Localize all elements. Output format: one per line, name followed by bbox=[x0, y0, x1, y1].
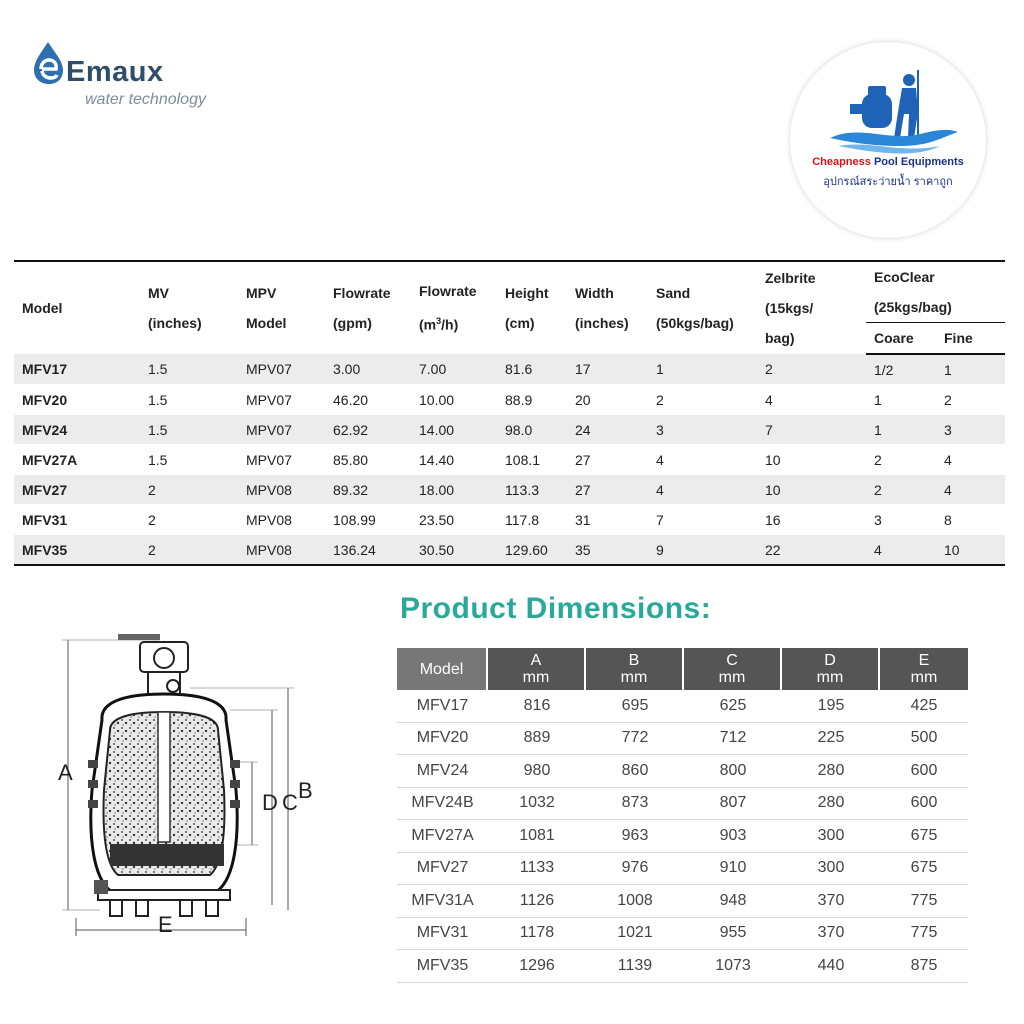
dim-cell: 860 bbox=[586, 755, 684, 788]
dim-model-cell: MFV31 bbox=[397, 918, 488, 951]
emaux-logo bbox=[30, 38, 250, 118]
dim-cell: 775 bbox=[880, 885, 968, 918]
dim-cell: 873 bbox=[586, 788, 684, 821]
brand-name: Emaux bbox=[66, 56, 164, 88]
spec-cell: 22 bbox=[757, 535, 866, 566]
dim-cell: 625 bbox=[684, 690, 782, 723]
dim-cell: 807 bbox=[684, 788, 782, 821]
dim-cell: 500 bbox=[880, 723, 968, 756]
spec-model-cell: MFV27A bbox=[14, 445, 140, 475]
spec-cell: 4 bbox=[648, 445, 757, 475]
spec-cell: 89.32 bbox=[325, 475, 411, 505]
dim-col-header: E mm bbox=[880, 648, 968, 690]
spec-cell: 27 bbox=[567, 475, 648, 505]
dim-row bbox=[397, 885, 968, 918]
spec-cell: 1 bbox=[648, 354, 757, 385]
spec-cell: MPV08 bbox=[238, 505, 325, 535]
spec-cell: 108.99 bbox=[325, 505, 411, 535]
dim-cell: 695 bbox=[586, 690, 684, 723]
spec-cell: 1 bbox=[866, 385, 936, 415]
spec-model-cell: MFV27 bbox=[14, 475, 140, 505]
shop-name-red: Cheapness bbox=[812, 156, 871, 168]
filter-diagram bbox=[40, 630, 360, 960]
dim-cell: 772 bbox=[586, 723, 684, 756]
spec-cell: 136.24 bbox=[325, 535, 411, 566]
spec-cell: 20 bbox=[567, 385, 648, 415]
dim-model-cell: MFV20 bbox=[397, 723, 488, 756]
dim-model-cell: MFV24B bbox=[397, 788, 488, 821]
dim-row bbox=[397, 755, 968, 788]
dim-cell: 1032 bbox=[488, 788, 586, 821]
spec-model-cell: MFV20 bbox=[14, 385, 140, 415]
spec-cell: 1.5 bbox=[140, 415, 238, 445]
spec-cell: 46.20 bbox=[325, 385, 411, 415]
spec-cell: MPV07 bbox=[238, 385, 325, 415]
col-header-width: Width (inches) bbox=[567, 261, 648, 354]
shop-name-blue: Pool Equipments bbox=[870, 156, 964, 168]
spec-cell: 3 bbox=[936, 415, 1005, 445]
spec-cell: 3 bbox=[866, 505, 936, 535]
spec-cell: 3 bbox=[648, 415, 757, 445]
spec-cell: 4 bbox=[757, 385, 866, 415]
spec-cell: 7.00 bbox=[411, 354, 497, 385]
spec-row bbox=[14, 354, 1005, 385]
spec-cell: 24 bbox=[567, 415, 648, 445]
spec-cell: 62.92 bbox=[325, 415, 411, 445]
spec-cell: 16 bbox=[757, 505, 866, 535]
col-header-flowrate-m3h: Flowrate $(m^3/h)$ bbox=[411, 261, 497, 354]
dim-cell: 600 bbox=[880, 788, 968, 821]
dim-cell: 980 bbox=[488, 755, 586, 788]
col-header-ecoclear: EcoClear (25kgs/bag) bbox=[866, 261, 1005, 323]
spec-cell: 4 bbox=[866, 535, 936, 566]
col-header-mpv: MPV Model bbox=[238, 261, 325, 354]
dim-col-header: D mm bbox=[782, 648, 880, 690]
col-header-model: Model bbox=[14, 261, 140, 354]
dim-model-cell: MFV27A bbox=[397, 820, 488, 853]
dim-row bbox=[397, 788, 968, 821]
shop-name bbox=[790, 156, 986, 168]
dim-cell: 370 bbox=[782, 885, 880, 918]
spec-cell: MPV07 bbox=[238, 445, 325, 475]
spec-cell: 85.80 bbox=[325, 445, 411, 475]
spec-cell: 81.6 bbox=[497, 354, 567, 385]
dim-cell: 675 bbox=[880, 853, 968, 886]
dimension-label-c: C bbox=[282, 790, 298, 815]
spec-model-cell: MFV24 bbox=[14, 415, 140, 445]
spec-cell: 2 bbox=[757, 354, 866, 385]
spec-row bbox=[14, 385, 1005, 415]
spec-cell: 14.40 bbox=[411, 445, 497, 475]
spec-cell: 1 bbox=[936, 354, 1005, 385]
dim-cell: 1126 bbox=[488, 885, 586, 918]
col-header-fine: Fine bbox=[936, 323, 1005, 355]
spec-row bbox=[14, 445, 1005, 475]
spec-cell: MPV08 bbox=[238, 475, 325, 505]
dim-cell: 875 bbox=[880, 950, 968, 983]
spec-row bbox=[14, 415, 1005, 445]
dim-model-cell: MFV31A bbox=[397, 885, 488, 918]
dim-cell: 955 bbox=[684, 918, 782, 951]
spec-cell: 2 bbox=[140, 535, 238, 566]
shop-tagline-thai: อุปกรณ์สระว่ายน้ำ ราคาถูก bbox=[823, 176, 953, 188]
spec-cell: 27 bbox=[567, 445, 648, 475]
dimension-label-a: A bbox=[58, 760, 73, 785]
dim-cell: 1008 bbox=[586, 885, 684, 918]
dim-col-header: B mm bbox=[586, 648, 684, 690]
spec-cell: 10 bbox=[936, 535, 1005, 566]
spec-cell: 14.00 bbox=[411, 415, 497, 445]
dim-cell: 1296 bbox=[488, 950, 586, 983]
dim-cell: 600 bbox=[880, 755, 968, 788]
spec-cell: 1.5 bbox=[140, 354, 238, 385]
dim-cell: 195 bbox=[782, 690, 880, 723]
dim-model-cell: MFV24 bbox=[397, 755, 488, 788]
spec-cell: MPV08 bbox=[238, 535, 325, 566]
dim-cell: 816 bbox=[488, 690, 586, 723]
spec-cell: 18.00 bbox=[411, 475, 497, 505]
dim-cell: 1178 bbox=[488, 918, 586, 951]
dim-col-header: A mm bbox=[488, 648, 586, 690]
col-header-zelbrite: Zelbrite (15kgs/ bag) bbox=[757, 261, 866, 354]
spec-row bbox=[14, 535, 1005, 566]
spec-cell: 1/2 bbox=[866, 354, 936, 385]
spec-cell: 30.50 bbox=[411, 535, 497, 566]
spec-cell: 2 bbox=[936, 385, 1005, 415]
spec-model-cell: MFV17 bbox=[14, 354, 140, 385]
spec-cell: 10 bbox=[757, 445, 866, 475]
pool-worker-icon bbox=[790, 42, 986, 238]
col-header-flowrate-gpm: Flowrate (gpm) bbox=[325, 261, 411, 354]
spec-cell: 4 bbox=[936, 445, 1005, 475]
spec-cell: 7 bbox=[757, 415, 866, 445]
dim-row bbox=[397, 950, 968, 983]
spec-cell: 129.60 bbox=[497, 535, 567, 566]
spec-cell: 17 bbox=[567, 354, 648, 385]
col-header-sand: Sand (50kgs/bag) bbox=[648, 261, 757, 354]
dim-cell: 225 bbox=[782, 723, 880, 756]
dim-col-header: Model bbox=[397, 648, 488, 690]
spec-row bbox=[14, 475, 1005, 505]
spec-model-cell: MFV31 bbox=[14, 505, 140, 535]
spec-row bbox=[14, 505, 1005, 535]
dimension-label-e: E bbox=[158, 912, 173, 937]
shop-badge bbox=[790, 42, 986, 238]
dim-cell: 800 bbox=[684, 755, 782, 788]
spec-cell: 4 bbox=[648, 475, 757, 505]
spec-cell: 2 bbox=[866, 475, 936, 505]
spec-table bbox=[14, 260, 1005, 566]
dim-cell: 976 bbox=[586, 853, 684, 886]
col-header-height: Height (cm) bbox=[497, 261, 567, 354]
dim-cell: 948 bbox=[684, 885, 782, 918]
spec-model-cell: MFV35 bbox=[14, 535, 140, 566]
brand-tagline: water technology bbox=[85, 91, 206, 108]
spec-cell: 1.5 bbox=[140, 445, 238, 475]
spec-cell: 9 bbox=[648, 535, 757, 566]
dim-cell: 1021 bbox=[586, 918, 684, 951]
spec-cell: 108.1 bbox=[497, 445, 567, 475]
dim-row bbox=[397, 918, 968, 951]
dim-cell: 712 bbox=[684, 723, 782, 756]
dimensions-table bbox=[397, 648, 968, 983]
dim-cell: 903 bbox=[684, 820, 782, 853]
spec-cell: 8 bbox=[936, 505, 1005, 535]
dimension-label-b: B bbox=[298, 778, 313, 803]
spec-cell: MPV07 bbox=[238, 354, 325, 385]
sand-filter-icon bbox=[40, 630, 360, 960]
spec-cell: 2 bbox=[648, 385, 757, 415]
spec-cell: 2 bbox=[140, 475, 238, 505]
col-header-mv: MV (inches) bbox=[140, 261, 238, 354]
spec-cell: 10.00 bbox=[411, 385, 497, 415]
dim-row bbox=[397, 853, 968, 886]
dim-cell: 280 bbox=[782, 755, 880, 788]
dim-cell: 425 bbox=[880, 690, 968, 723]
dim-cell: 300 bbox=[782, 853, 880, 886]
dim-cell: 1081 bbox=[488, 820, 586, 853]
dim-cell: 1073 bbox=[684, 950, 782, 983]
dim-cell: 370 bbox=[782, 918, 880, 951]
dim-cell: 675 bbox=[880, 820, 968, 853]
dim-cell: 1139 bbox=[586, 950, 684, 983]
dim-cell: 1133 bbox=[488, 853, 586, 886]
dim-cell: 300 bbox=[782, 820, 880, 853]
spec-cell: 113.3 bbox=[497, 475, 567, 505]
spec-cell: 98.0 bbox=[497, 415, 567, 445]
dim-col-header: C mm bbox=[684, 648, 782, 690]
spec-cell: 2 bbox=[140, 505, 238, 535]
spec-cell: 4 bbox=[936, 475, 1005, 505]
spec-cell: 23.50 bbox=[411, 505, 497, 535]
spec-cell: 7 bbox=[648, 505, 757, 535]
water-drop-icon bbox=[30, 38, 70, 88]
spec-cell: 35 bbox=[567, 535, 648, 566]
dim-cell: 963 bbox=[586, 820, 684, 853]
spec-cell: 10 bbox=[757, 475, 866, 505]
dimension-label-d: D bbox=[262, 790, 278, 815]
dim-row bbox=[397, 723, 968, 756]
dimensions-title: Product Dimensions: bbox=[400, 592, 712, 625]
spec-cell: 2 bbox=[866, 445, 936, 475]
spec-cell: 1.5 bbox=[140, 385, 238, 415]
spec-cell: MPV07 bbox=[238, 415, 325, 445]
spec-cell: 3.00 bbox=[325, 354, 411, 385]
spec-cell: 31 bbox=[567, 505, 648, 535]
dim-cell: 775 bbox=[880, 918, 968, 951]
spec-cell: 88.9 bbox=[497, 385, 567, 415]
dim-model-cell: MFV17 bbox=[397, 690, 488, 723]
dim-row bbox=[397, 690, 968, 723]
dim-model-cell: MFV27 bbox=[397, 853, 488, 886]
dim-cell: 889 bbox=[488, 723, 586, 756]
col-header-coare: Coare bbox=[866, 323, 936, 355]
dim-model-cell: MFV35 bbox=[397, 950, 488, 983]
spec-cell: 117.8 bbox=[497, 505, 567, 535]
spec-cell: 1 bbox=[866, 415, 936, 445]
dim-row bbox=[397, 820, 968, 853]
dim-cell: 910 bbox=[684, 853, 782, 886]
dim-cell: 280 bbox=[782, 788, 880, 821]
dim-cell: 440 bbox=[782, 950, 880, 983]
